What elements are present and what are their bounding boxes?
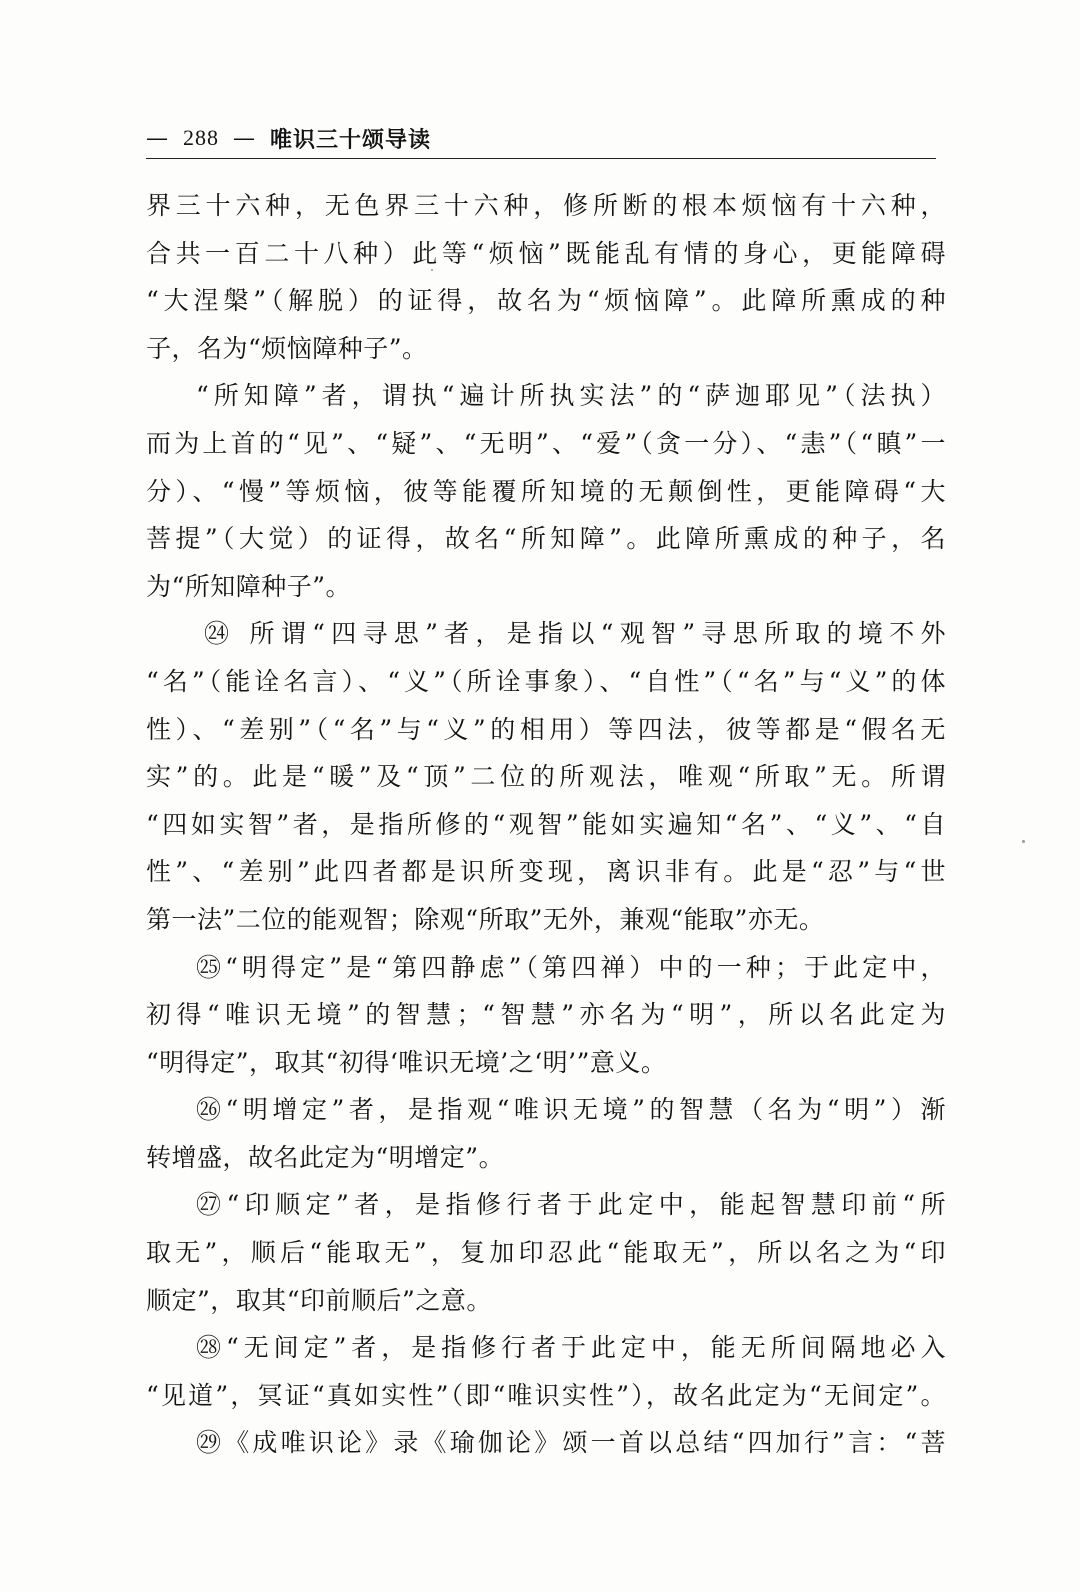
header-dash-left: —: [146, 125, 169, 151]
text-line: 分）、“慢”等烦恼，彼等能覆所知境的无颠倒性，更能障碍“大: [146, 476, 946, 506]
page-number: 288: [183, 125, 219, 150]
text-line: 性）、“差别”（“名”与“义”的相用）等四法，彼等都是“假名无: [146, 714, 946, 744]
text-line: “明得定”，取其“初得‘唯识无境’之‘明’”意义。: [146, 1047, 667, 1077]
text-line: ㉗“印顺定”者，是指修行者于此定中，能起智慧印前“所: [196, 1190, 946, 1220]
text-line: 第一法”二位的能观智；除观“所取”无外，兼观“能取”亦无。: [146, 904, 825, 934]
text-line: 为“所知障种子”。: [146, 571, 352, 601]
text-line: “所知障”者，谓执“遍计所执实法”的“萨迦耶见”（法执）: [196, 381, 946, 411]
text-line: 顺定”，取其“印前顺后”之意。: [146, 1285, 492, 1315]
text-line: ㉙《成唯识论》录《瑜伽论》颂一首以总结“四加行”言：“菩: [196, 1428, 946, 1458]
text-line: 菩提”（大觉）的证得，故名“所知障”。此障所熏成的种子，名: [146, 524, 946, 554]
scan-speck: [1022, 840, 1025, 843]
header-rule: [146, 158, 936, 159]
running-header: [146, 120, 431, 156]
text-line: 而为上首的“见”、“疑”、“无明”、“爱”（贪一分）、“恚”（“瞋”一: [146, 428, 946, 458]
book-title: 唯识三十颂导读: [270, 127, 432, 153]
scan-speck: [431, 269, 433, 271]
text-line: 合共一百二十八种）此等“烦恼”既能乱有情的身心，更能障碍: [146, 238, 946, 268]
text-line: “四如实智”者，是指所修的“观智”能如实遍知“名”、“义”、“自: [146, 809, 946, 839]
text-line: ㉖“明增定”者，是指观“唯识无境”的智慧（名为“明”）渐: [196, 1095, 946, 1125]
text-line: 界三十六种，无色界三十六种，修所断的根本烦恼有十六种，: [146, 191, 946, 220]
text-line: “大涅槃”（解脱）的证得，故名为“烦恼障”。此障所熏成的种: [146, 286, 946, 316]
text-line: ㉔ 所谓“四寻思”者，是指以“观智”寻思所取的境不外: [204, 619, 946, 649]
text-line: “见道”，冥证“真如实性”（即“唯识实性”），故名此定为“无间定”。: [146, 1380, 946, 1410]
text-line: 实”的。此是“暖”及“顶”二位的所观法，唯观“所取”无。所谓: [146, 762, 946, 792]
header-dash-right: —: [233, 125, 256, 151]
body-text: [146, 182, 946, 1467]
text-line: ㉕“明得定”是“第四静虑”（第四禅）中的一种；于此定中，: [196, 952, 946, 982]
text-line: “名”（能诠名言）、“义”（所诠事象）、“自性”（“名”与“义”的体: [146, 666, 946, 696]
text-line: 初得“唯识无境”的智慧；“智慧”亦名为“明”，所以名此定为: [146, 1000, 946, 1030]
text-line: 转增盛，故名此定为“明增定”。: [146, 1142, 505, 1172]
text-line: 取无”，顺后“能取无”，复加印忍此“能取无”，所以名之为“印: [146, 1238, 946, 1268]
text-line: 子，名为“烦恼障种子”。: [146, 333, 428, 363]
text-line: 性”、“差别”此四者都是识所变现，离识非有。此是“忍”与“世: [146, 857, 946, 887]
text-line: ㉘“无间定”者，是指修行者于此定中，能无所间隔地必入: [196, 1333, 946, 1363]
